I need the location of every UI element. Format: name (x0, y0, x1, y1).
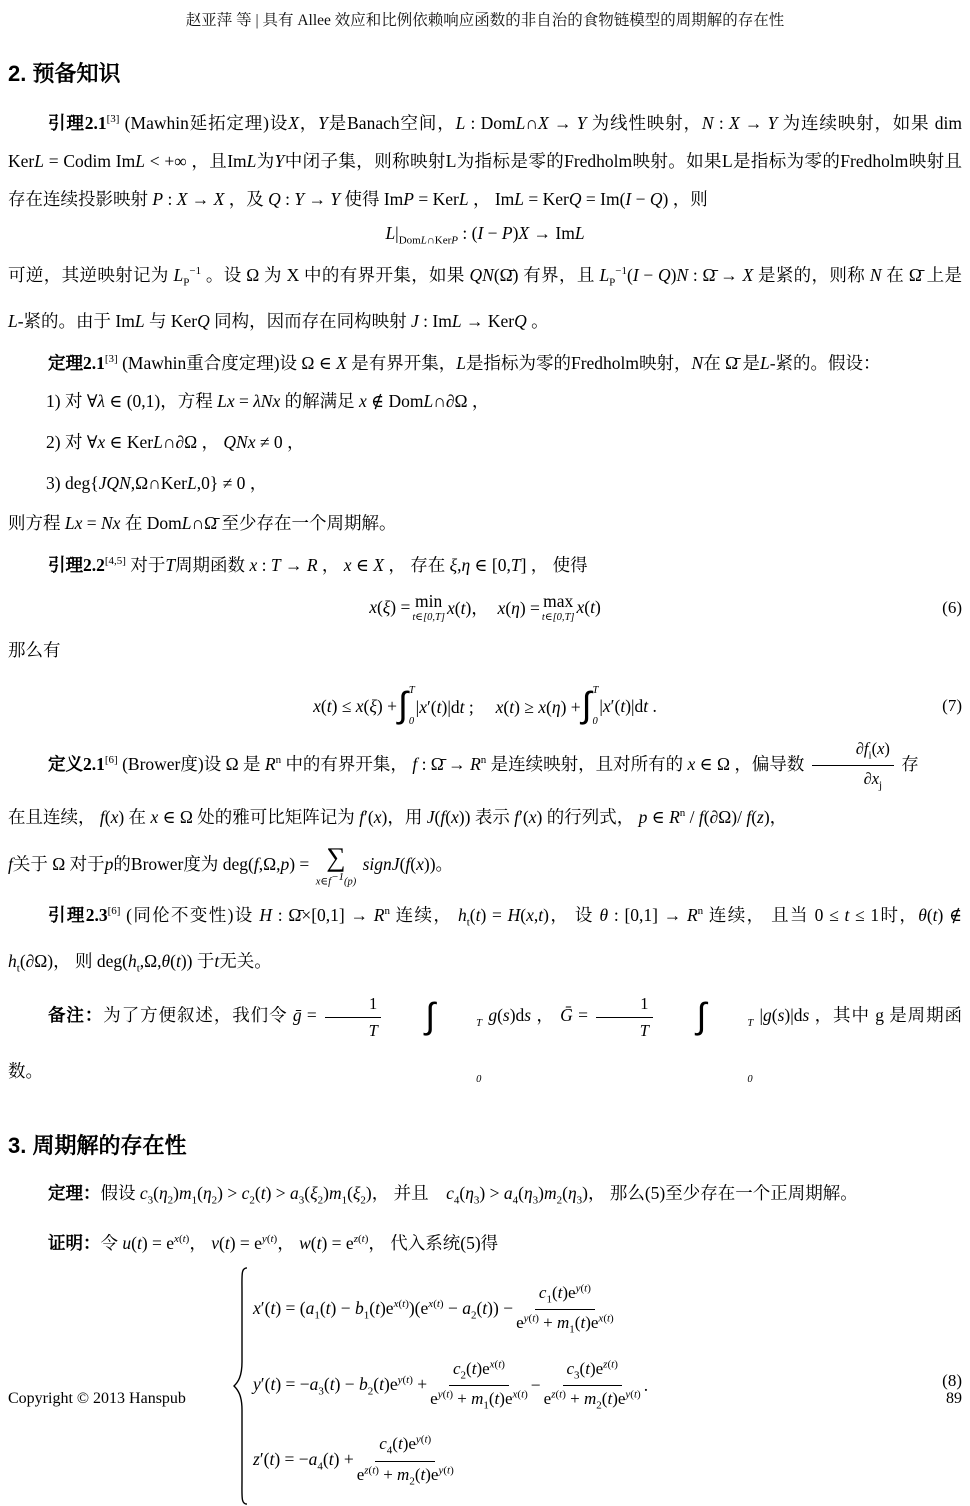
header-title: 赵亚萍 等 | 具有 Allee 效应和比例依赖响应函数的非自治的食物链模型的周期解的存在性 (185, 12, 785, 29)
equation-6-part-b: x(t)， x(η) = (446, 598, 540, 619)
page-number: 89 (946, 1390, 962, 1407)
conclusion-text: 则方程 Lx = Nx 在 DomL∩Ω̄ 至少存在一个周期解。 (8, 513, 397, 534)
integral-icon: ∫ (696, 996, 707, 1038)
fraction-numerator: 1 (596, 992, 652, 1018)
integral-3-upper: T (476, 1018, 483, 1030)
min-label: min (415, 591, 443, 612)
one-over-T-fraction (325, 992, 381, 1043)
integral-icon: ∫ (397, 685, 408, 727)
fraction-denominator: $\partial x_j$ (863, 769, 883, 792)
equation-6-part-a: x(ξ) = (369, 597, 411, 618)
lemma-2-1-text: (Mawhin延拓定理)设X，Y是Banach空间，L : DomL∩X → Y 为线性映射，N : X → Y 为连续映射，如果 dim KerL = Codim ImL < +∞ ，且ImL为Y中闭子集，则称映射L为指标是零的Fredholm映射。如果L是指标为零的Fredholm映射且存在连续投影映射 P : X → X ，及 Q : Y → Y 使得 ImP = KerL ， ImL = KerQ = Im(I − Q) ，则 (8, 112, 963, 209)
equation-6-number: (6) (942, 597, 962, 617)
equation-8-lines (253, 1272, 648, 1499)
fraction-numerator: $c_2(t)e^{x(t)}$ (449, 1357, 509, 1386)
equation-7 (0, 685, 970, 727)
line-2-minus: − (530, 1375, 541, 1396)
main-theorem-paragraph (8, 1174, 962, 1220)
remark-part-b: g(s)ds ， Ḡ = (488, 1005, 594, 1026)
theorem-2-1-label: 定理2.1 (48, 352, 105, 373)
sum-limits: $x\in f^{-1}(p)$ (315, 871, 357, 888)
equation-7-part-a: x(t) ≤ x(ξ) + (313, 695, 397, 716)
brower-degree-part-a: f关于 Ω 对于p的Brower度为 deg(f,Ω,p) = (8, 854, 314, 875)
then-text (8, 631, 962, 669)
left-brace-icon (233, 1266, 249, 1506)
min-limits: t∈[0,T] (412, 611, 445, 623)
fraction-numerator: $c_4(t)e^{y(t)}$ (375, 1432, 435, 1461)
equation-7-part-c: |x′(t)|dt . (599, 695, 657, 716)
integral-1-lower: 0 (408, 716, 415, 728)
integral-4-lower: 0 (747, 1074, 753, 1086)
integral-2-upper: T (592, 685, 599, 697)
partial-derivative-fraction (812, 737, 894, 794)
remark-part-a: 为了方便叙述，我们令 ḡ = (103, 1005, 323, 1026)
condition-1-text: 1) 对 ∀λ ∈ (0,1)，方程 Lx = λNx 的解满足 x ∉ DomL∩∂Ω ， (46, 391, 490, 412)
fraction (357, 1432, 454, 1490)
fraction-denominator: $e^{y(t)} + m_1(t)e^{x(t)}$ (516, 1312, 614, 1336)
integral-2-lower: 0 (592, 716, 598, 728)
fraction-denominator: $e^{z(t)} + m_2(t)e^{y(t)}$ (356, 1464, 454, 1488)
condition-1 (46, 381, 962, 422)
integral-3 (385, 996, 483, 1086)
proof-label: 证明： (48, 1232, 101, 1253)
remark-label: 备注： (48, 1005, 104, 1026)
proof-text: 令 $u(t) = e^{x(t)}$， $v(t) = e^{y(t)}$， $w(t) = e^{z(t)}$， 代入系统(5)得 (100, 1232, 499, 1253)
lemma-2-1-label: 引理2.1 (48, 112, 107, 133)
definition-2-1-text-end: 存 (896, 753, 919, 774)
remark-part-c: |g(s)|ds ，其中 g 是周期函数。 (8, 1005, 963, 1082)
line-3-lhs: $z'(t) = -a_4(t)$ + (253, 1449, 354, 1473)
condition-2 (46, 422, 962, 463)
integral-icon: ∫ (581, 685, 592, 727)
definition-2-1-label: 定义2.1 (48, 753, 105, 774)
lemma-2-3-paragraph (8, 892, 962, 987)
integral-1-upper: T (408, 685, 415, 697)
fraction (516, 1281, 614, 1339)
sigma-icon: ∑ (326, 842, 346, 873)
line-2-period: . (643, 1375, 649, 1396)
min-operator (412, 592, 445, 623)
fraction-numerator: $\partial f_i(x)$ (812, 737, 894, 766)
invertible-paragraph (8, 252, 962, 339)
lemma-2-1-paragraph (8, 100, 962, 218)
max-limits: t∈[0,T] (541, 611, 575, 623)
main-theorem-label: 定理： (48, 1183, 101, 1204)
brower-degree-part-b: signJ(f(x))。 (362, 854, 454, 875)
integral-3-lower: 0 (476, 1074, 482, 1086)
definition-2-1-continued (8, 795, 962, 837)
fraction-numerator: 1 (325, 992, 381, 1018)
condition-3 (46, 463, 962, 504)
equation-8-line-1 (253, 1281, 648, 1339)
fraction-denominator: $e^{y(t)} + m_1(t)e^{x(t)}$ (430, 1388, 528, 1412)
lemma-2-3-label: 引理2.3 (48, 905, 108, 926)
line-1-lhs: $x'(t) = (a_1(t) - b_1(t)e^{x(t)})(e^{x(t)} - a_2(t))$ − (253, 1298, 514, 1322)
equation-7-part-b: |x′(t)|dt ; x(t) ≥ x(η) + (415, 696, 581, 717)
section-2-title: 2. 预备知识 (8, 61, 121, 86)
equation-8-line-3 (253, 1432, 648, 1490)
definition-2-1-ref: [6] (104, 754, 118, 767)
integral-2 (582, 685, 599, 727)
one-over-T-fraction (596, 992, 652, 1043)
equation-6-part-c: x(t) (576, 597, 601, 618)
equation-restriction (0, 223, 970, 247)
integral-1 (398, 685, 415, 727)
equation-restriction-math: $L|_{DomL\cap KerP}$ : (I − P)X → ImL (385, 222, 585, 247)
equation-7-number: (7) (942, 696, 962, 716)
conclusion-paragraph (8, 504, 962, 542)
line-2-lhs: $y'(t) = -a_3(t) - b_2(t)e^{y(t)}$ + (253, 1373, 428, 1398)
theorem-2-1-paragraph (8, 340, 962, 382)
max-label: max (543, 591, 574, 612)
page-header (0, 0, 970, 30)
definition-2-1-paragraph (8, 737, 962, 794)
condition-3-text: 3) deg{JQN,Ω∩KerL,0} ≠ 0 ， (46, 473, 268, 494)
invertible-text: 可逆，其逆映射记为 $L_P^{-1}$ 。设 Ω 为 X 中的有界开集，如果 QN(Ω̄) 有界，且 $L_P^{-1}(I - Q)N$ : Ω̄ → X 是紧的，则称 N 在 Ω̄ 上是 L-紧的。由于 ImL 与 KerQ 同构，因而存在同构映射 J : ImL → KerQ 。 (8, 265, 963, 331)
fraction-numerator: $c_3(t)e^{z(t)}$ (563, 1357, 622, 1386)
integral-4-upper: T (747, 1018, 754, 1030)
sum-operator (316, 844, 357, 888)
max-operator (542, 592, 575, 623)
lemma-2-1-ref: [3] (106, 113, 120, 125)
section-3-title: 3. 周期解的存在性 (8, 1133, 187, 1159)
page-footer (8, 1390, 962, 1408)
definition-2-1-text: (Brower度)设 Ω 是 $R^n$ 中的有界开集， f : Ω̄ → $R^n$ 是连续映射，且对所有的 x ∈ Ω ，偏导数 (117, 753, 809, 774)
integral-4 (657, 996, 754, 1086)
remark-paragraph (8, 987, 962, 1099)
lemma-2-3-text: (同伦不变性)设 H : Ω̄×[0,1] → $R^n$ 连续， $h_t(t) = H(x,t)$， 设 θ : $[0,1] \to R^n$ 连续， 且当 0 ≤ t ≤ 1时，θ(t) ∉ $h_t(\partial\Omega)$， 则 $deg(h_t,\Omega,\theta(t))$ 于t无关。 (8, 905, 963, 975)
proof-paragraph (8, 1220, 962, 1262)
fraction-denominator: $e^{z(t)} + m_2(t)e^{y(t)}$ (543, 1388, 641, 1412)
equation-8 (0, 1266, 970, 1506)
lemma-2-2-label: 引理2.2 (48, 555, 105, 576)
equation-8-system (233, 1266, 970, 1506)
fraction-denominator: T (368, 1020, 378, 1040)
fraction-denominator: T (639, 1020, 649, 1040)
lemma-2-2-text: 对于T周期函数 x : T → R ， x ∈ X ， 存在 ξ,η ∈ [0,T] ， 使得 (125, 555, 588, 576)
condition-list (0, 381, 970, 504)
brower-degree-line (8, 836, 962, 892)
lemma-2-2-paragraph (8, 542, 962, 584)
lemma-2-3-ref: [6] (107, 905, 121, 918)
theorem-2-1-text: (Mawhin重合度定理)设 Ω ∈ X 是有界开集，L是指标为零的Fredholm映射，N在 Ω̄ 是L-紧的。假设： (117, 352, 881, 373)
integral-icon: ∫ (425, 996, 436, 1038)
equation-8-number: (8) (942, 1371, 962, 1391)
fraction-numerator: $c_1(t)e^{y(t)}$ (535, 1281, 595, 1310)
then-text-span: 那么有 (8, 640, 61, 661)
main-theorem-text: 假设 $c_3(\eta_2)m_1(\eta_2) > c_2(t) > a_3(\xi_2)m_1(\xi_2)$， 并且 $c_4(\eta_3) > a_4(\eta_3)m_2(\eta_3)$， 那么(5)至少存在一个正周期解。 (100, 1183, 858, 1207)
theorem-2-1-ref: [3] (104, 352, 118, 365)
lemma-2-2-ref: [4,5] (104, 555, 126, 568)
condition-2-text: 2) 对 ∀x ∈ KerL∩∂Ω ， QNx ≠ 0 ， (46, 432, 305, 453)
definition-2-1-continued-text: 在且连续， f(x) 在 x ∈ Ω 处的雅可比矩阵记为 f′(x)，用 J(f(x)) 表示 f′(x) 的行列式， p ∈ $R^n / f(\partial\Omega)/$ f(z)， (8, 807, 788, 828)
copyright-text: Copyright © 2013 Hanspub (8, 1390, 186, 1407)
equation-6 (0, 592, 970, 623)
